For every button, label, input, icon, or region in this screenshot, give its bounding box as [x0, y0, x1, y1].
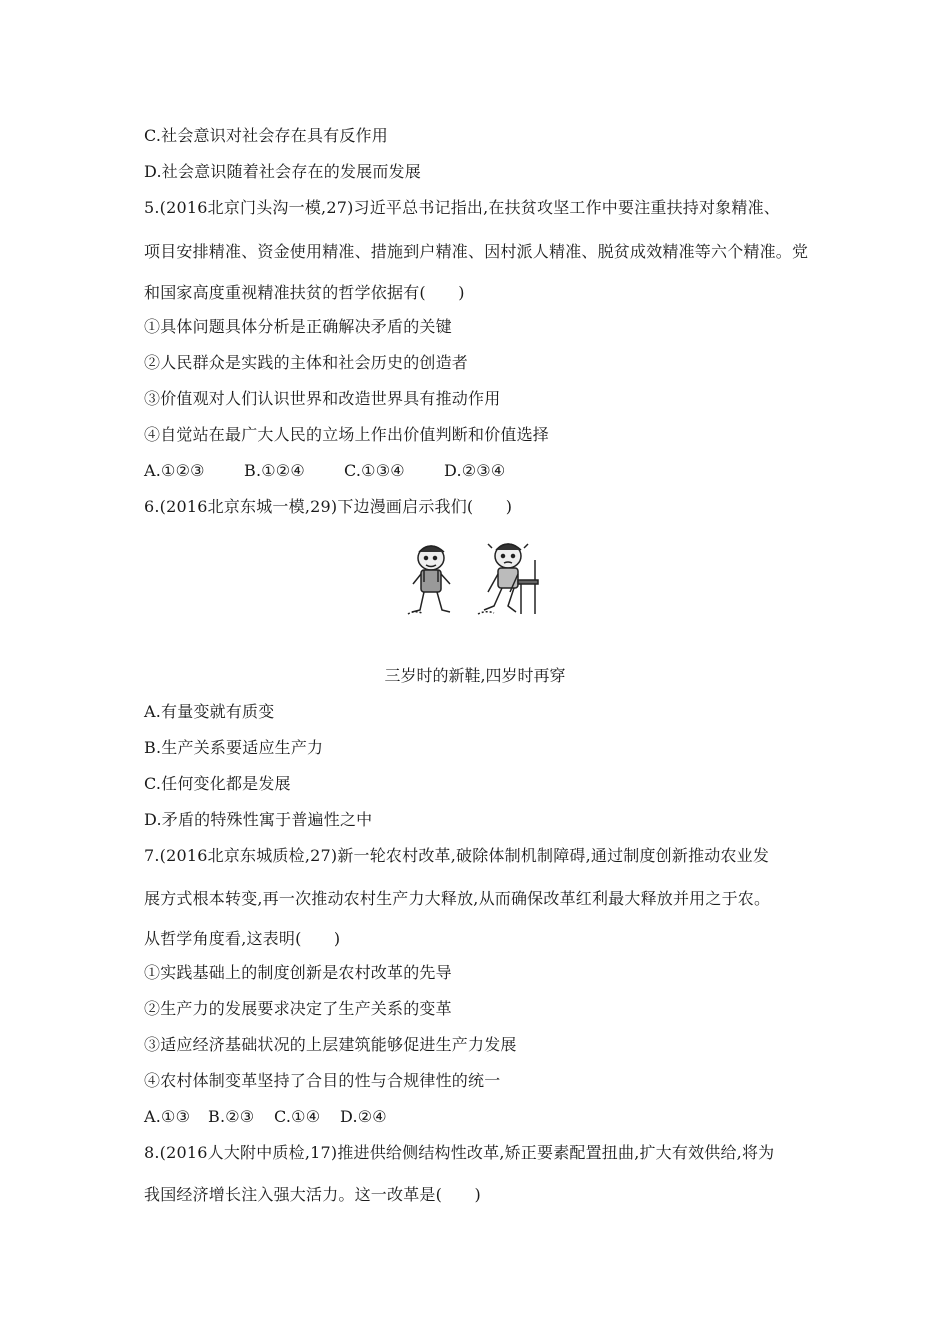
- cartoon-illustration-icon: [404, 540, 554, 624]
- q7-item-2: ②生产力的发展要求决定了生产关系的变革: [144, 999, 452, 1018]
- q6-stem: 6.(2016北京东城一模,29)下边漫画启示我们( ): [144, 497, 513, 516]
- q7-stem-3: 从哲学角度看,这表明( ): [144, 929, 341, 948]
- q5-stem-1: 5.(2016北京门头沟一模,27)习近平总书记指出,在扶贫攻坚工作中要注重扶持对象精准、: [144, 198, 781, 217]
- q6-option-b: B.生产关系要适应生产力: [144, 738, 324, 757]
- standing-boy-figure: [408, 546, 450, 614]
- q7-option-c: C.①④: [274, 1107, 321, 1126]
- q5-item-1: ①具体问题具体分析是正确解决矛盾的关键: [144, 317, 452, 336]
- q5-item-3: ③价值观对人们认识世界和改造世界具有推动作用: [144, 389, 501, 408]
- q7-stem-2: 展方式根本转变,再一次推动农村生产力大释放,从而确保改革红利最大释放并用之于农。: [144, 889, 771, 908]
- q7-option-a: A.①③: [144, 1107, 191, 1126]
- line-top-c: C.社会意识对社会存在具有反作用: [144, 126, 388, 145]
- q5-stem-2: 项目安排精准、资金使用精准、措施到户精准、因村派人精准、脱贫成效精准等六个精准。党: [144, 242, 809, 261]
- cartoon-caption: 三岁时的新鞋,四岁时再穿: [384, 666, 566, 685]
- q7-options: [144, 1107, 387, 1127]
- line-top-d: D.社会意识随着社会存在的发展而发展: [144, 162, 421, 181]
- q5-option-b: B.①②④: [244, 461, 305, 480]
- q7-item-4: ④农村体制变革坚持了合目的性与合规律性的统一: [144, 1071, 501, 1090]
- q6-option-d: D.矛盾的特殊性寓于普遍性之中: [144, 810, 373, 829]
- q5-item-4: ④自觉站在最广大人民的立场上作出价值判断和价值选择: [144, 425, 550, 444]
- q6-option-a: A.有量变就有质变: [144, 702, 275, 721]
- q7-item-3: ③适应经济基础状况的上层建筑能够促进生产力发展: [144, 1035, 517, 1054]
- sitting-boy-figure: [478, 544, 538, 614]
- q5-item-2: ②人民群众是实践的主体和社会历史的创造者: [144, 353, 469, 372]
- q5-options: [144, 461, 505, 481]
- q7-option-d: D.②④: [340, 1107, 387, 1126]
- q8-stem-2: 我国经济增长注入强大活力。这一改革是( ): [144, 1185, 481, 1204]
- q5-option-c: C.①③④: [344, 461, 405, 480]
- q8-stem-1: 8.(2016人大附中质检,17)推进供给侧结构性改革,矫正要素配置扭曲,扩大有效供给,将为: [144, 1143, 775, 1162]
- q5-option-d: D.②③④: [444, 461, 506, 480]
- q5-option-a: A.①②③: [144, 461, 205, 480]
- q7-item-1: ①实践基础上的制度创新是农村改革的先导: [144, 963, 452, 982]
- q7-stem-1: 7.(2016北京东城质检,27)新一轮农村改革,破除体制机制障碍,通过制度创新推动农业发: [144, 846, 770, 865]
- q7-option-b: B.②③: [208, 1107, 255, 1126]
- q5-stem-3: 和国家高度重视精准扶贫的哲学依据有( ): [144, 283, 465, 302]
- q6-option-c: C.任何变化都是发展: [144, 774, 291, 793]
